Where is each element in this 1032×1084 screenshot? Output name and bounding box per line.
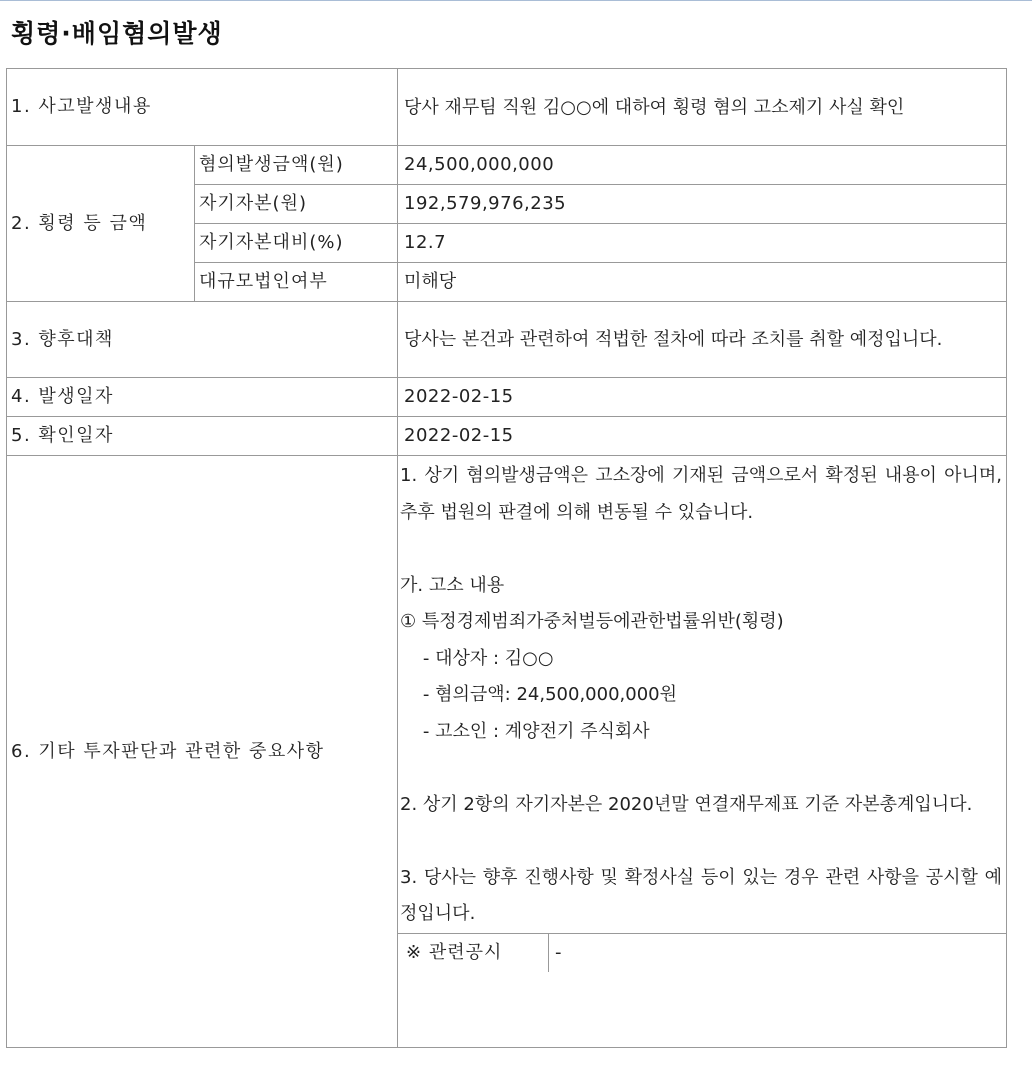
row-future-plan — [7, 302, 1007, 378]
equity-label: 자기자본(원) — [195, 185, 398, 224]
other-matters-label: 6. 기타 투자판단과 관련한 중요사항 — [7, 456, 398, 1048]
other-matters-cell — [398, 456, 1007, 1048]
large-corp-value: 미해당 — [398, 263, 1007, 302]
suspected-amount-value: 24,500,000,000 — [398, 146, 1007, 185]
row-confirmation-date — [7, 417, 1007, 456]
row-incident — [7, 69, 1007, 146]
suspected-amount-label: 혐의발생금액(원) — [195, 146, 398, 185]
related-disclosure-row — [398, 933, 1006, 972]
related-disclosure-value: - — [555, 941, 562, 963]
occurrence-date-label: 4. 발생일자 — [7, 378, 398, 417]
other-matters-value: 1. 상기 혐의발생금액은 고소장에 기재된 금액으로서 확정된 내용이 아니며, 추후 법원의 판결에 의해 변동될 수 있습니다. 가. 고소 내용 ① 특정경제범죄가중처벌등에관한법률위반(횡령) - 대상자 : 김○○ - 혐의금액: 24,500,000,000원 - 고소인 : 계양전기 주식회사 2. 상기 2항의 자기자본은 2020년말 연결재무제표 기준 자본총계입니다. 3. 당사는 향후 진행사항 및 확정사실 등이 있는 경우 관련 사항을 공시할 예정입니다. — [400, 465, 1003, 924]
equity-ratio-label: 자기자본대비(%) — [195, 224, 398, 263]
disclosure-table — [6, 68, 1007, 1048]
row-amount-1 — [7, 146, 1007, 185]
occurrence-date-value: 2022-02-15 — [398, 378, 1007, 417]
large-corp-label: 대규모법인여부 — [195, 263, 398, 302]
row-other-matters — [7, 456, 1007, 1048]
page-title: 횡령·배임혐의발생 — [11, 19, 223, 48]
incident-label: 1. 사고발생내용 — [7, 69, 398, 146]
future-plan-label: 3. 향후대책 — [7, 302, 398, 378]
amount-label: 2. 횡령 등 금액 — [7, 146, 195, 302]
equity-ratio-value: 12.7 — [398, 224, 1007, 263]
confirmation-date-value: 2022-02-15 — [398, 417, 1007, 456]
equity-value: 192,579,976,235 — [398, 185, 1007, 224]
row-occurrence-date — [7, 378, 1007, 417]
top-rule — [0, 0, 1032, 1]
future-plan-value: 당사는 본건과 관련하여 적법한 절차에 따라 조치를 취할 예정입니다. — [398, 302, 1007, 378]
incident-value: 당사 재무팀 직원 김○○에 대하여 횡령 혐의 고소제기 사실 확인 — [398, 69, 1007, 146]
related-disclosure-label: ※ 관련공시 — [398, 934, 549, 972]
confirmation-date-label: 5. 확인일자 — [7, 417, 398, 456]
